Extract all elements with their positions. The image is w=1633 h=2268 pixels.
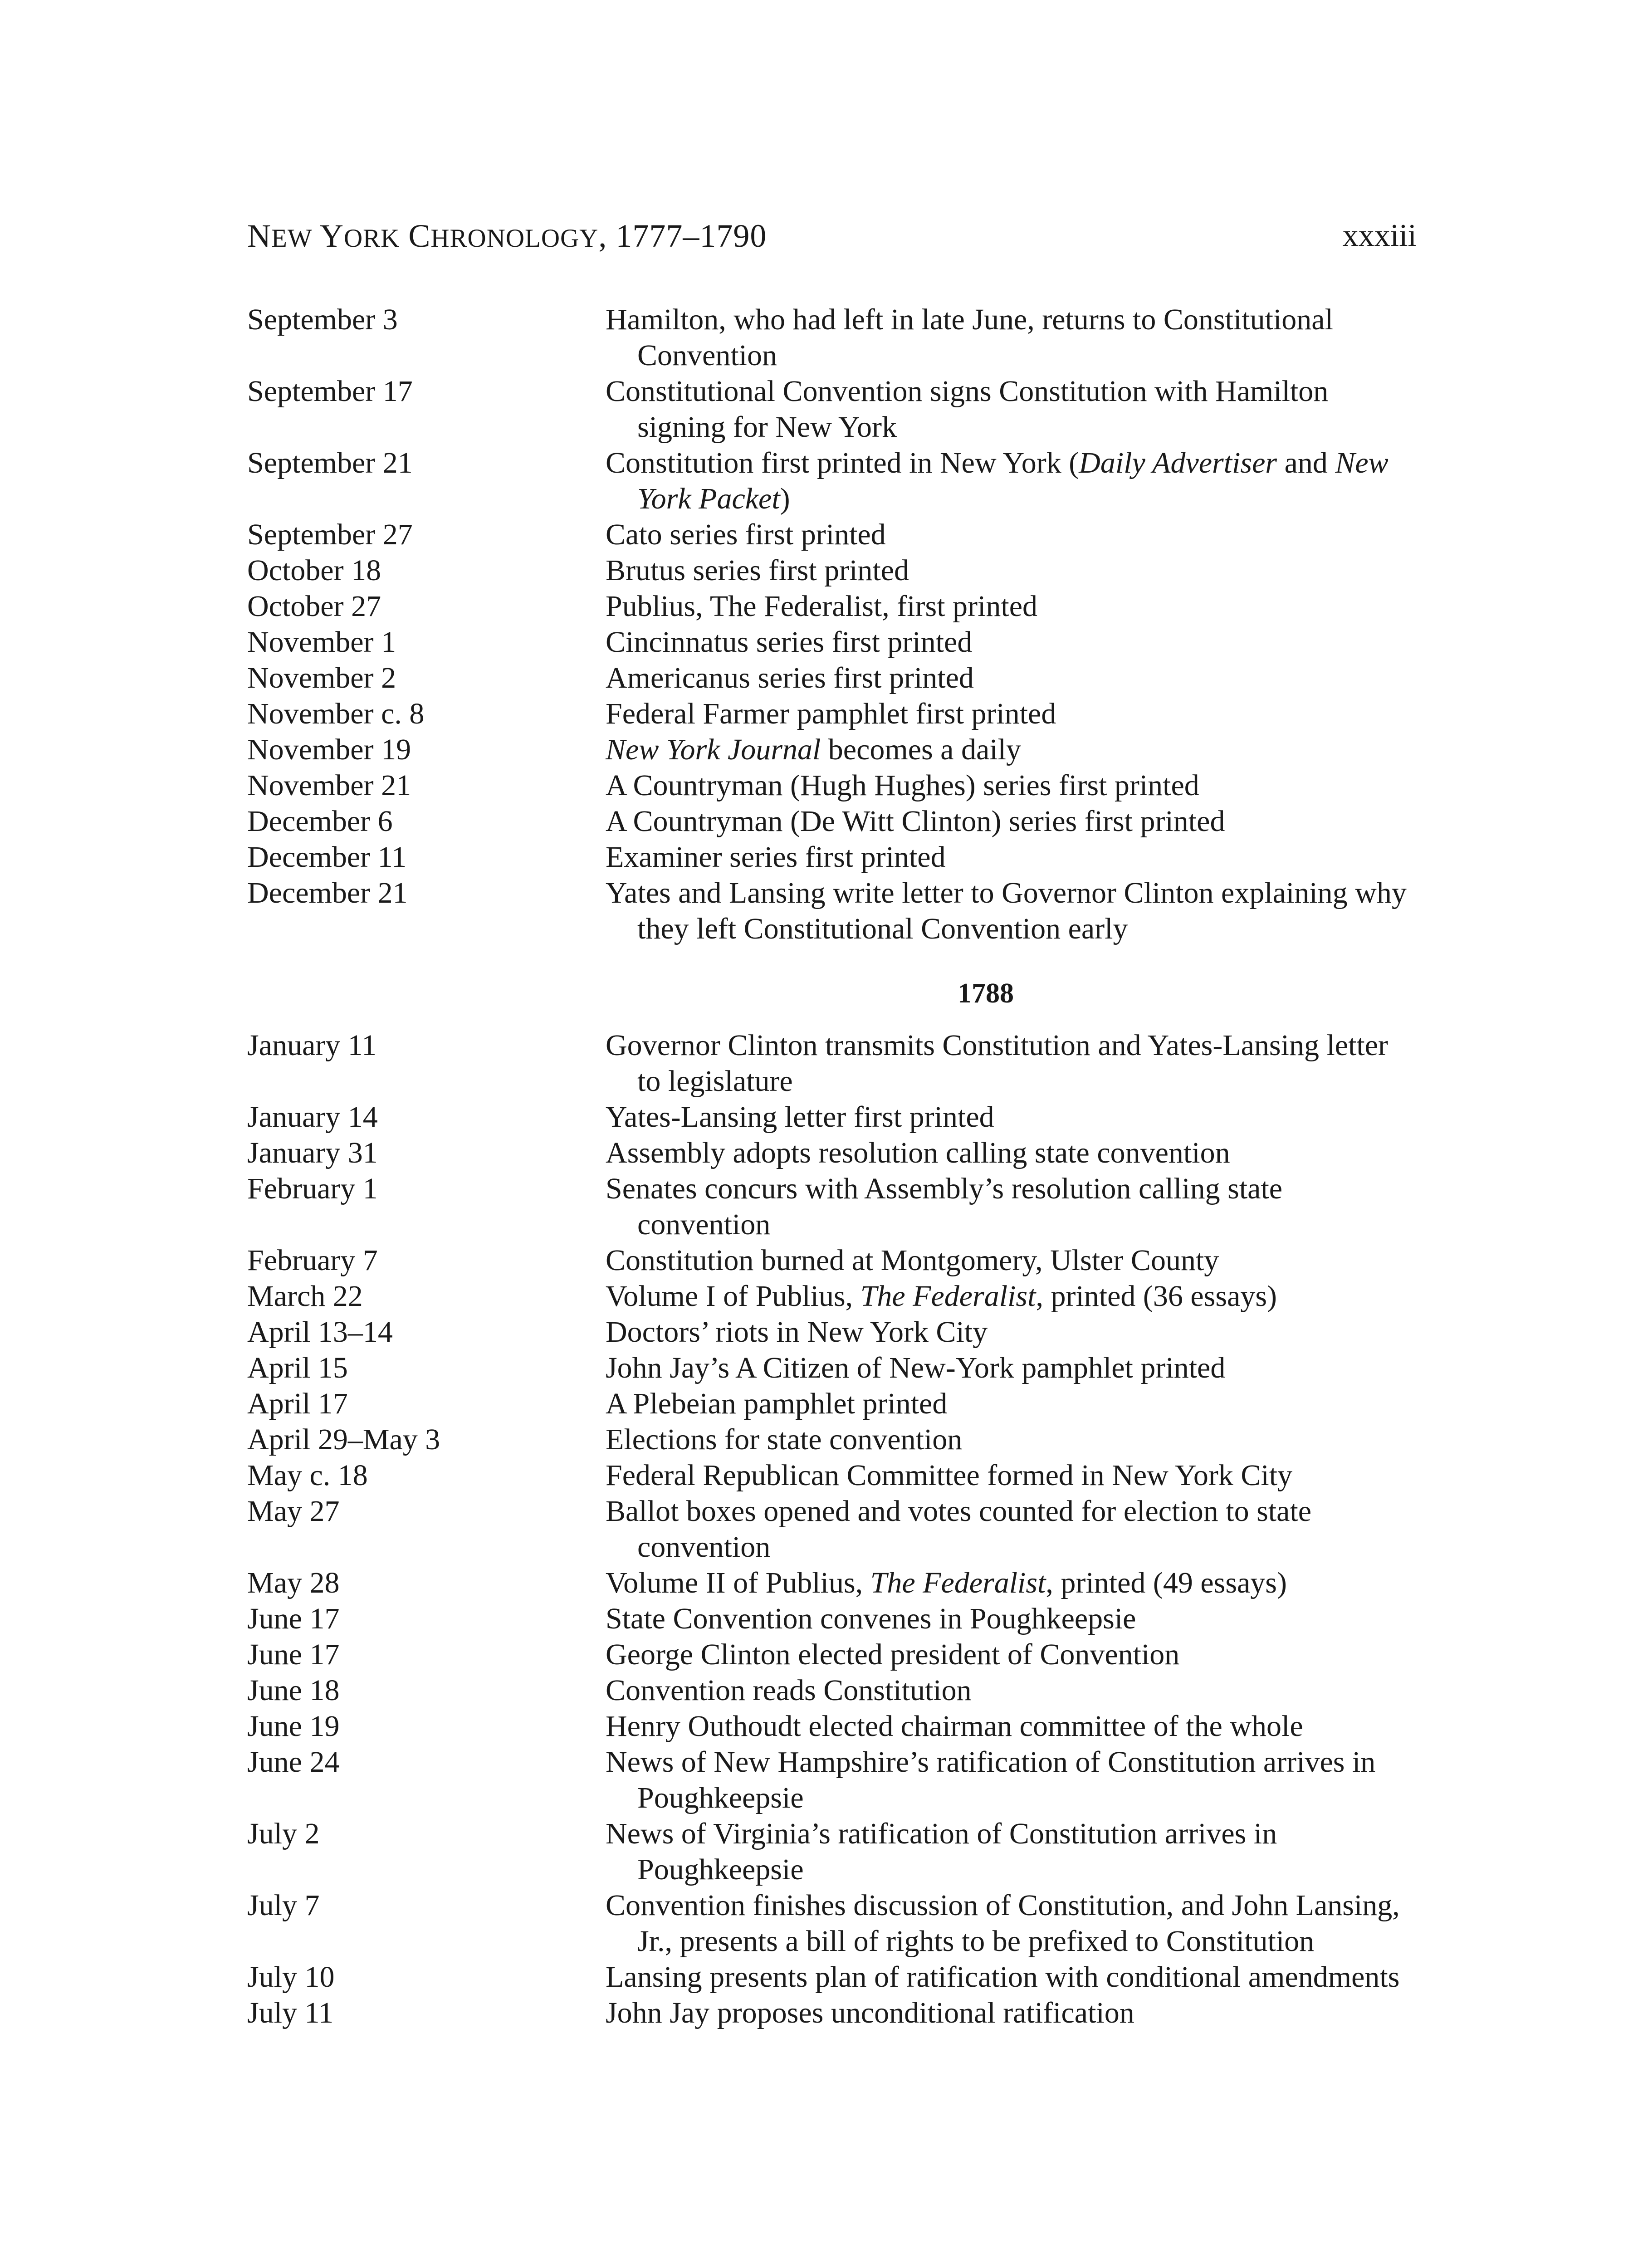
- entry-description: Examiner series first printed: [606, 841, 946, 874]
- entry-description: State Convention convenes in Poughkeepsie: [606, 1602, 1136, 1635]
- desc-text: Volume I of Publius,: [606, 1280, 861, 1313]
- chronology-entry: [247, 1457, 1417, 1493]
- chronology-entry: [247, 660, 1417, 696]
- chronology-entry: [247, 1386, 1417, 1422]
- entry-description: Elections for state convention: [606, 1423, 963, 1456]
- entry-description: Assembly adopts resolution calling state convention: [606, 1136, 1230, 1169]
- chronology-entry: [247, 1242, 1417, 1278]
- desc-italic: New York Packet: [637, 446, 1389, 515]
- chronology-entry: [247, 302, 1417, 373]
- entry-date: February 7: [247, 1244, 378, 1277]
- title-part: Y: [312, 218, 344, 254]
- chronology-entry: [247, 1493, 1417, 1565]
- entry-description: Convention finishes discussion of Constitution, and John Lansing, Jr., presents a bill of rights to be prefixed to Constitution: [606, 1889, 1400, 1958]
- chronology-section-1788: [247, 1027, 1417, 2031]
- desc-italic: New York Journal: [606, 733, 821, 766]
- running-title: [247, 213, 767, 261]
- title-part: HRONOLOGY: [430, 224, 599, 253]
- entry-date: April 13–14: [247, 1315, 393, 1349]
- desc-text: , printed (49 essays): [1046, 1566, 1287, 1599]
- chronology-entry: [247, 517, 1417, 552]
- entry-date: May 28: [247, 1566, 340, 1599]
- desc-text: Volume II of Publius,: [606, 1566, 870, 1599]
- entry-description: Lansing presents plan of ratification with conditional amendments: [606, 1960, 1400, 1994]
- chronology-entry: [247, 875, 1417, 947]
- entry-date: November 1: [247, 626, 396, 659]
- entry-date: December 11: [247, 841, 407, 874]
- desc-italic: The Federalist: [870, 1566, 1046, 1599]
- chronology-entry: [247, 1565, 1417, 1601]
- chronology-entry: [247, 588, 1417, 624]
- desc-text: and: [1277, 446, 1335, 479]
- chronology-entry: [247, 1816, 1417, 1887]
- entry-date: September 3: [247, 303, 398, 336]
- entry-description: Cato series first printed: [606, 518, 886, 551]
- entry-description: Yates and Lansing write letter to Governor Clinton explaining why they left Constitutional Convention early: [606, 876, 1407, 945]
- entry-date: July 11: [247, 1996, 334, 2029]
- entry-date: May c. 18: [247, 1459, 368, 1492]
- title-part: N: [247, 218, 271, 254]
- chronology-entry: [247, 1708, 1417, 1744]
- entry-date: November 21: [247, 769, 411, 802]
- entry-description: Convention reads Constitution: [606, 1674, 972, 1707]
- entry-description: Americanus series first printed: [606, 661, 974, 694]
- entry-description: John Jay’s A Citizen of New-York pamphlet printed: [606, 1351, 1226, 1384]
- entry-description: Cincinnatus series first printed: [606, 626, 973, 659]
- entry-date: January 31: [247, 1136, 378, 1169]
- chronology-entry: [247, 1672, 1417, 1708]
- chronology-entry: [247, 1959, 1417, 1995]
- entry-date: April 17: [247, 1387, 348, 1420]
- desc-text: , printed (36 essays): [1036, 1280, 1277, 1313]
- entry-description: Constitutional Convention signs Constitution with Hamilton signing for New York: [606, 375, 1329, 444]
- entry-description: Constitution burned at Montgomery, Ulster County: [606, 1244, 1219, 1277]
- title-part: C: [400, 218, 431, 254]
- entry-date: June 17: [247, 1638, 340, 1671]
- chronology-entry: [247, 1637, 1417, 1672]
- page-number: xxxiii: [1342, 218, 1417, 253]
- entry-date: October 27: [247, 590, 381, 623]
- title-part: ORK: [343, 224, 400, 253]
- entry-description: Yates-Lansing letter first printed: [606, 1100, 994, 1134]
- desc-italic: Daily Advertiser: [1079, 446, 1277, 479]
- chronology-entry: [247, 839, 1417, 875]
- desc-text: Constitution first printed in New York (: [606, 446, 1079, 479]
- entry-date: January 14: [247, 1100, 378, 1134]
- entry-description: Doctors’ riots in New York City: [606, 1315, 988, 1349]
- entry-description: Ballot boxes opened and votes counted for election to state convention: [606, 1495, 1312, 1564]
- chronology-entry: [247, 732, 1417, 767]
- entry-date: January 11: [247, 1029, 377, 1062]
- entry-date: June 19: [247, 1710, 340, 1743]
- entry-description: [606, 1565, 1418, 1601]
- chronology-entry: [247, 1887, 1417, 1959]
- entry-date: September 17: [247, 375, 413, 408]
- chronology-entry: [247, 624, 1417, 660]
- entry-description: John Jay proposes unconditional ratification: [606, 1996, 1134, 2029]
- entry-date: December 21: [247, 876, 408, 909]
- entry-description: A Plebeian pamphlet printed: [606, 1387, 948, 1420]
- chronology-section-1787: [247, 302, 1417, 947]
- chronology-entry: [247, 1601, 1417, 1637]
- entry-description: News of Virginia’s ratification of Constitution arrives in Poughkeepsie: [606, 1817, 1277, 1886]
- entry-date: September 27: [247, 518, 413, 551]
- entry-date: April 29–May 3: [247, 1423, 440, 1456]
- entry-description: News of New Hampshire’s ratification of Constitution arrives in Poughkeepsie: [606, 1745, 1376, 1814]
- entry-description: Senates concurs with Assembly’s resolution calling state convention: [606, 1172, 1283, 1241]
- chronology-entry: [247, 1744, 1417, 1816]
- entry-description: Hamilton, who had left in late June, returns to Constitutional Convention: [606, 303, 1333, 372]
- chronology-entry: [247, 696, 1417, 732]
- desc-italic: The Federalist: [860, 1280, 1036, 1313]
- entry-date: June 24: [247, 1745, 340, 1779]
- entry-date: October 18: [247, 554, 381, 587]
- document-page: [247, 0, 1417, 2268]
- chronology-entry: [247, 1099, 1417, 1135]
- entry-date: April 15: [247, 1351, 348, 1384]
- entry-date: March 22: [247, 1280, 363, 1313]
- chronology-entry: [247, 1314, 1417, 1350]
- entry-date: December 6: [247, 805, 393, 838]
- desc-text: ): [780, 482, 790, 515]
- chronology-entry: [247, 1278, 1417, 1314]
- desc-text: becomes a daily: [821, 733, 1021, 766]
- entry-date: June 17: [247, 1602, 340, 1635]
- entry-date: February 1: [247, 1172, 378, 1205]
- chronology-entry: [247, 767, 1417, 803]
- chronology-entry: [247, 1135, 1417, 1171]
- chronology-entry: [247, 1350, 1417, 1386]
- chronology-entry: [247, 552, 1417, 588]
- entry-description: [606, 732, 1418, 767]
- entry-date: July 7: [247, 1889, 320, 1922]
- chronology-entry: [247, 373, 1417, 445]
- chronology-entry: [247, 1422, 1417, 1457]
- entry-date: November c. 8: [247, 697, 425, 730]
- title-part: , 1777–1790: [598, 218, 767, 254]
- chronology-entry: [247, 445, 1417, 517]
- chronology-entry: [247, 1171, 1417, 1242]
- entry-description: Federal Farmer pamphlet first printed: [606, 697, 1056, 730]
- entry-date: July 2: [247, 1817, 320, 1850]
- entry-description: A Countryman (Hugh Hughes) series first printed: [606, 769, 1199, 802]
- entry-date: July 10: [247, 1960, 335, 1994]
- entry-date: September 21: [247, 446, 413, 479]
- title-part: EW: [271, 224, 313, 253]
- entry-description: Brutus series first printed: [606, 554, 909, 587]
- chronology-entry: [247, 803, 1417, 839]
- entry-date: May 27: [247, 1495, 340, 1528]
- entry-date: November 2: [247, 661, 396, 694]
- entry-date: November 19: [247, 733, 411, 766]
- entry-description: [606, 1278, 1418, 1314]
- year-heading: 1788: [958, 978, 1014, 1009]
- chronology-entry: [247, 1995, 1417, 2031]
- entry-description: [606, 445, 1418, 517]
- entry-description: Governor Clinton transmits Constitution and Yates-Lansing letter to legislature: [606, 1029, 1389, 1098]
- chronology-entry: [247, 1027, 1417, 1099]
- entry-description: Federal Republican Committee formed in New York City: [606, 1459, 1293, 1492]
- entry-description: George Clinton elected president of Convention: [606, 1638, 1180, 1671]
- entry-description: A Countryman (De Witt Clinton) series first printed: [606, 805, 1225, 838]
- entry-description: Publius, The Federalist, first printed: [606, 590, 1038, 623]
- entry-date: June 18: [247, 1674, 340, 1707]
- running-header: [247, 213, 1417, 259]
- entry-description: Henry Outhoudt elected chairman committee of the whole: [606, 1710, 1303, 1743]
